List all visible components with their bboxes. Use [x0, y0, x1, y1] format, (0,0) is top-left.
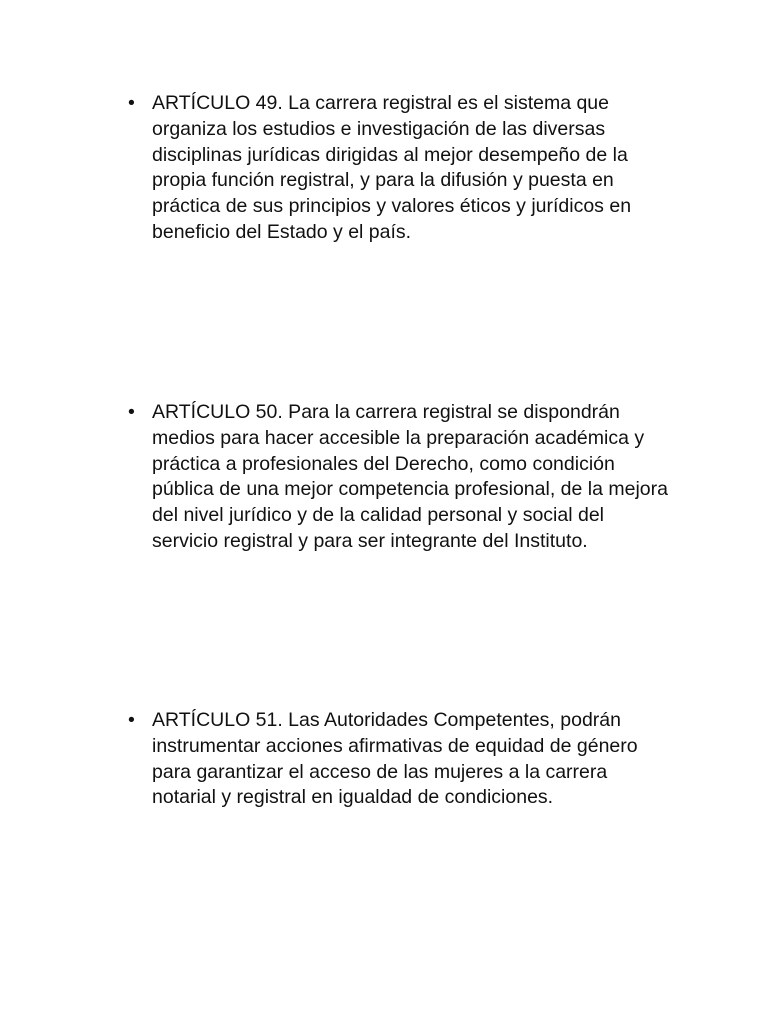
article-50 [128, 400, 668, 555]
article-51-text: ARTÍCULO 51. Las Autoridades Competentes, podrán instrumentar acciones afirmativas de equidad de género para garantizar el acceso de las mujeres a la carrera notarial y registral en igualdad de condiciones. [152, 709, 638, 809]
bullet-point: • [128, 401, 135, 423]
bullet-point: • [128, 709, 135, 731]
article-51 [128, 708, 668, 811]
article-49 [128, 91, 668, 246]
bullet-point: • [128, 92, 135, 114]
article-50-text: ARTÍCULO 50. Para la carrera registral se dispondrán medios para hacer accesible la preparación académica y práctica a profesionales del Derecho, como condición pública de una mejor competencia profesional, de la mejora del nivel jurídico y de la calidad personal y social del servicio registral y para ser integrante del Instituto. [152, 401, 668, 552]
article-49-text: ARTÍCULO 49. La carrera registral es el sistema que organiza los estudios e investigación de las diversas disciplinas jurídicas dirigidas al mejor desempeño de la propia función registral, y para la difusión y puesta en práctica de sus principios y valores éticos y jurídicos en beneficio del Estado y el país. [152, 92, 632, 243]
